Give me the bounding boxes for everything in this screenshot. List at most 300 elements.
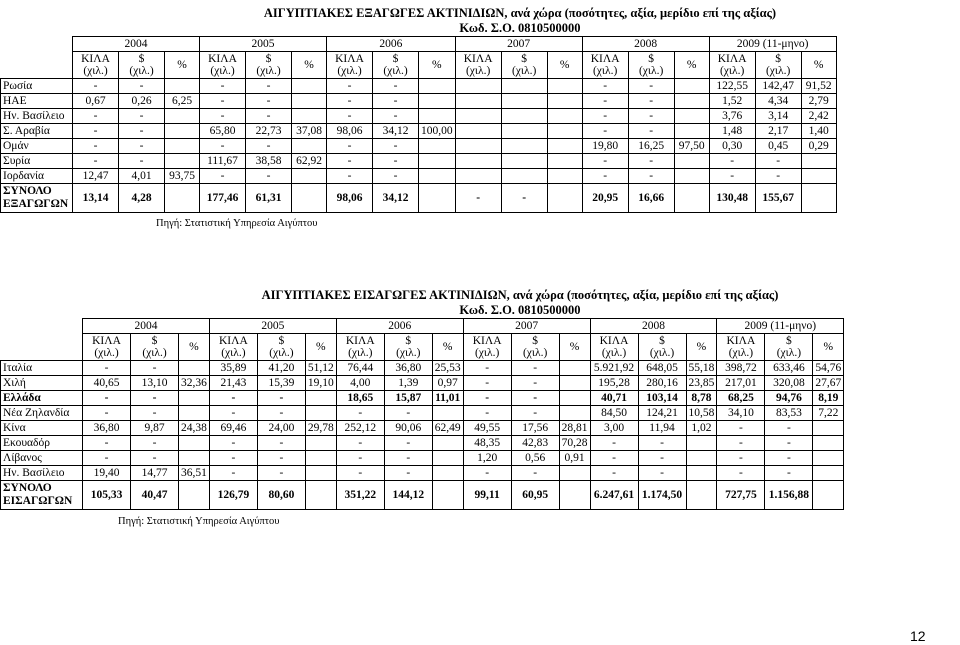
import-value-cell: 70,28	[559, 436, 590, 451]
export-table-row	[1, 169, 837, 184]
import-value-cell: 3,00	[590, 421, 638, 436]
export-header-unit-label: (χιλ.)	[765, 65, 791, 77]
export-value-cell	[419, 169, 456, 184]
export-value-cell: 91,52	[801, 79, 836, 94]
export-total-value-cell: 16,66	[628, 184, 674, 213]
export-header-unit-label: (χιλ.)	[511, 65, 537, 77]
import-value-cell: 29,78	[305, 421, 336, 436]
export-year-3: 2007	[455, 37, 582, 52]
import-value-cell: -	[511, 466, 559, 481]
export-header-pct	[674, 52, 709, 79]
import-value-cell	[432, 436, 463, 451]
export-total-value-cell: 177,46	[200, 184, 246, 213]
import-value-cell: 36,80	[384, 361, 432, 376]
export-value-cell: 142,47	[755, 79, 801, 94]
export-value-cell: -	[200, 169, 246, 184]
import-header-usd-label: $	[278, 335, 285, 347]
import-value-cell: 11,94	[638, 421, 686, 436]
import-value-cell: 41,20	[257, 361, 305, 376]
export-value-cell: -	[200, 79, 246, 94]
import-value-cell: -	[131, 451, 179, 466]
import-value-cell: 15,87	[384, 391, 432, 406]
export-header-usd-label: $	[138, 53, 145, 65]
export-header-usd	[246, 52, 292, 79]
import-year-row	[1, 319, 844, 334]
export-table-row	[1, 154, 837, 169]
export-value-cell	[292, 94, 327, 109]
export-value-cell	[674, 154, 709, 169]
export-value-cell: -	[755, 169, 801, 184]
export-value-cell	[501, 139, 547, 154]
export-value-cell	[547, 94, 582, 109]
import-total-value-cell	[813, 481, 844, 510]
import-value-cell: 36,80	[83, 421, 131, 436]
export-header-kila-label: ΚΙΛΑ	[81, 53, 110, 65]
import-header-pct	[559, 334, 590, 361]
import-value-cell: -	[765, 421, 813, 436]
import-value-cell	[305, 436, 336, 451]
export-value-cell: 3,14	[755, 109, 801, 124]
import-header-unit-label: (χιλ.)	[221, 347, 246, 359]
export-header-unit-label: (χιλ.)	[383, 65, 408, 77]
export-value-cell: -	[73, 154, 119, 169]
export-table-row	[1, 94, 837, 109]
import-value-cell: 94,76	[765, 391, 813, 406]
import-value-cell	[559, 406, 590, 421]
export-value-cell	[292, 139, 327, 154]
export-value-cell: -	[628, 124, 674, 139]
export-value-cell	[674, 94, 709, 109]
export-value-cell: -	[373, 169, 419, 184]
export-header-kila-label: ΚΙΛΑ	[590, 53, 620, 65]
import-header-pct-label: %	[442, 341, 453, 353]
export-value-cell	[165, 79, 200, 94]
export-table-wrap	[0, 36, 837, 213]
import-value-cell: -	[83, 436, 131, 451]
export-value-cell: -	[119, 124, 165, 139]
import-value-cell: 35,89	[209, 361, 257, 376]
export-total-value-cell: 4,28	[119, 184, 165, 213]
export-title: ΑΙΓΥΠΤΙΑΚΕΣ ΕΞΑΓΩΓΕΣ ΑΚΤΙΝΙΔΙΩΝ, ανά χώρα (ποσότητες, αξία, μερίδιο επί της αξίας)	[263, 6, 777, 20]
export-value-cell: -	[200, 139, 246, 154]
import-header-usd	[511, 334, 559, 361]
export-header-pct-label: %	[177, 59, 187, 71]
import-value-cell	[179, 361, 210, 376]
import-value-cell: -	[463, 406, 511, 421]
export-value-cell	[419, 154, 456, 169]
export-header-kila-label: ΚΙΛΑ	[717, 53, 747, 65]
import-value-cell: 54,76	[813, 361, 844, 376]
import-table-row	[1, 436, 844, 451]
import-value-cell: 68,25	[717, 391, 765, 406]
import-value-cell: -	[463, 466, 511, 481]
export-value-cell	[547, 169, 582, 184]
import-country-cell: Ιταλία	[1, 361, 83, 376]
export-value-cell: 62,92	[292, 154, 327, 169]
import-value-cell: -	[257, 391, 305, 406]
export-value-cell: 4,01	[119, 169, 165, 184]
export-header-kila-label: ΚΙΛΑ	[208, 53, 237, 65]
import-header-pct	[813, 334, 844, 361]
export-value-cell	[455, 169, 501, 184]
export-value-cell: 93,75	[165, 169, 200, 184]
export-value-cell: 0,45	[755, 139, 801, 154]
import-value-cell: 83,53	[765, 406, 813, 421]
import-header-unit-label: (χιλ.)	[776, 347, 802, 359]
import-value-cell: 34,10	[717, 406, 765, 421]
import-header-unit-label: (χιλ.)	[142, 347, 167, 359]
export-total-value-cell: 98,06	[327, 184, 373, 213]
export-code: Κωδ. Σ.Ο. 0810500000	[459, 21, 581, 35]
import-value-cell	[813, 421, 844, 436]
export-value-cell: -	[246, 169, 292, 184]
export-value-cell: -	[200, 109, 246, 124]
import-value-cell: 40,71	[590, 391, 638, 406]
import-value-cell: 8,19	[813, 391, 844, 406]
import-country-cell: Νέα Ζηλανδία	[1, 406, 83, 421]
export-header-kila-label: ΚΙΛΑ	[463, 53, 493, 65]
import-year-5: 2009 (11-μηνο)	[717, 319, 844, 334]
export-value-cell: 3,76	[709, 109, 755, 124]
import-value-cell: -	[257, 451, 305, 466]
export-value-cell: -	[582, 109, 628, 124]
import-value-cell: -	[209, 436, 257, 451]
import-value-cell: -	[131, 361, 179, 376]
import-value-cell: 5.921,92	[590, 361, 638, 376]
export-header-kila	[200, 52, 246, 79]
import-value-cell: 9,87	[131, 421, 179, 436]
import-total-label-line1: ΣΥΝΟΛΟ	[3, 482, 52, 494]
import-value-cell: 398,72	[717, 361, 765, 376]
import-value-cell	[686, 451, 717, 466]
import-source: Πηγή: Στατιστική Υπηρεσία Αιγύπτου	[118, 516, 280, 527]
export-header-pct	[801, 52, 836, 79]
export-value-cell: 1,40	[801, 124, 836, 139]
import-value-cell: 8,78	[686, 391, 717, 406]
export-header-pct-label: %	[686, 59, 697, 71]
page-number: 12	[910, 628, 926, 644]
export-value-cell	[501, 169, 547, 184]
export-header-pct	[292, 52, 327, 79]
export-header-usd	[628, 52, 674, 79]
import-year-4: 2008	[590, 319, 717, 334]
export-value-cell: 2,17	[755, 124, 801, 139]
import-table-row	[1, 406, 844, 421]
import-value-cell: -	[257, 466, 305, 481]
import-total-value-cell	[305, 481, 336, 510]
import-header-kila	[590, 334, 638, 361]
import-header-usd-label: $	[659, 335, 665, 347]
export-total-row	[1, 184, 837, 213]
export-total-value-cell: 34,12	[373, 184, 419, 213]
export-header-kila	[73, 52, 119, 79]
export-section	[0, 6, 960, 36]
export-value-cell: 0,67	[73, 94, 119, 109]
export-value-cell	[674, 124, 709, 139]
export-value-cell	[455, 109, 501, 124]
import-value-cell: -	[638, 436, 686, 451]
import-value-cell	[559, 361, 590, 376]
export-value-cell	[501, 94, 547, 109]
export-total-value-cell	[674, 184, 709, 213]
import-header-unit-label: (χιλ.)	[728, 347, 754, 359]
import-value-cell: 320,08	[765, 376, 813, 391]
import-value-cell	[432, 406, 463, 421]
export-value-cell	[674, 169, 709, 184]
import-total-value-cell: 1.174,50	[638, 481, 686, 510]
import-value-cell: 11,01	[432, 391, 463, 406]
export-value-cell: -	[582, 169, 628, 184]
export-value-cell: 19,80	[582, 139, 628, 154]
import-header-kila-label: ΚΙΛΑ	[472, 335, 502, 347]
import-value-cell: -	[717, 451, 765, 466]
import-value-cell	[559, 466, 590, 481]
export-value-cell: -	[628, 169, 674, 184]
export-value-cell: -	[119, 139, 165, 154]
import-value-cell: -	[638, 451, 686, 466]
import-header-usd-label: $	[786, 335, 792, 347]
export-value-cell	[455, 124, 501, 139]
import-value-cell: -	[257, 406, 305, 421]
import-value-cell: -	[717, 421, 765, 436]
export-total-value-cell: -	[455, 184, 501, 213]
export-value-cell	[165, 109, 200, 124]
export-value-cell: -	[73, 124, 119, 139]
import-header-kila-label: ΚΙΛΑ	[218, 335, 248, 347]
export-year-2: 2006	[327, 37, 456, 52]
import-value-cell: -	[209, 451, 257, 466]
import-header-unit-label: (χιλ.)	[396, 347, 421, 359]
export-value-cell	[547, 124, 582, 139]
import-value-cell	[179, 436, 210, 451]
import-value-cell: -	[209, 391, 257, 406]
import-corner-cell	[1, 319, 83, 361]
import-value-cell: -	[83, 406, 131, 421]
export-value-cell: -	[628, 94, 674, 109]
export-corner-cell	[1, 37, 73, 79]
import-value-cell: 23,85	[686, 376, 717, 391]
export-value-cell: -	[246, 109, 292, 124]
export-value-cell	[501, 154, 547, 169]
import-header-usd-label: $	[405, 335, 412, 347]
export-value-cell: -	[119, 79, 165, 94]
export-header-pct	[547, 52, 582, 79]
export-value-cell	[455, 94, 501, 109]
import-header-unit-label: (χιλ.)	[649, 347, 675, 359]
export-header-unit-label: (χιλ.)	[465, 65, 491, 77]
import-value-cell: -	[590, 436, 638, 451]
import-value-cell: -	[83, 451, 131, 466]
export-header-usd-label: $	[648, 53, 654, 65]
import-value-cell: 633,46	[765, 361, 813, 376]
export-value-cell	[501, 79, 547, 94]
import-value-cell: -	[511, 391, 559, 406]
export-value-cell: -	[628, 154, 674, 169]
import-value-cell: 19,40	[83, 466, 131, 481]
export-value-cell: -	[373, 154, 419, 169]
export-total-value-cell: -	[501, 184, 547, 213]
import-value-cell: 17,56	[511, 421, 559, 436]
import-header-row	[1, 334, 844, 361]
import-value-cell: 19,10	[305, 376, 336, 391]
import-value-cell: -	[765, 436, 813, 451]
export-value-cell: -	[200, 94, 246, 109]
export-table-row	[1, 124, 837, 139]
export-value-cell	[292, 79, 327, 94]
import-header-usd	[257, 334, 305, 361]
export-value-cell: -	[246, 94, 292, 109]
import-country-cell: Εκουαδόρ	[1, 436, 83, 451]
export-value-cell	[419, 109, 456, 124]
import-value-cell: 1,20	[463, 451, 511, 466]
export-total-label-cell	[1, 184, 73, 213]
import-value-cell: -	[384, 436, 432, 451]
import-value-cell: 1,39	[384, 376, 432, 391]
import-value-cell: -	[765, 451, 813, 466]
import-value-cell: -	[590, 451, 638, 466]
import-header-kila	[463, 334, 511, 361]
export-header-unit-label: (χιλ.)	[337, 65, 362, 77]
import-total-row	[1, 481, 844, 510]
import-value-cell: 280,16	[638, 376, 686, 391]
import-total-label-cell	[1, 481, 83, 510]
import-year-2: 2006	[336, 319, 463, 334]
import-total-value-cell	[179, 481, 210, 510]
import-header-kila-label: ΚΙΛΑ	[92, 335, 121, 347]
export-value-cell: -	[246, 79, 292, 94]
export-value-cell	[547, 154, 582, 169]
import-year-0: 2004	[83, 319, 210, 334]
export-value-cell	[801, 154, 836, 169]
export-year-0: 2004	[73, 37, 200, 52]
export-value-cell: -	[582, 154, 628, 169]
import-total-value-cell: 99,11	[463, 481, 511, 510]
import-value-cell: -	[336, 436, 384, 451]
export-header-usd	[119, 52, 165, 79]
import-value-cell	[559, 391, 590, 406]
import-total-value-cell: 144,12	[384, 481, 432, 510]
export-value-cell: 38,58	[246, 154, 292, 169]
import-total-value-cell	[559, 481, 590, 510]
import-header-kila-label: ΚΙΛΑ	[726, 335, 756, 347]
import-header-usd	[765, 334, 813, 361]
export-value-cell: -	[327, 139, 373, 154]
export-year-row	[1, 37, 837, 52]
export-value-cell: 111,67	[200, 154, 246, 169]
export-total-value-cell: 20,95	[582, 184, 628, 213]
export-value-cell: -	[373, 109, 419, 124]
export-value-cell: 1,52	[709, 94, 755, 109]
export-value-cell: -	[119, 109, 165, 124]
export-value-cell: 97,50	[674, 139, 709, 154]
export-table-row	[1, 79, 837, 94]
export-header-pct-label: %	[813, 59, 824, 71]
import-table-row	[1, 391, 844, 406]
export-year-5: 2009 (11-μηνο)	[709, 37, 836, 52]
export-value-cell: -	[582, 94, 628, 109]
import-value-cell	[686, 466, 717, 481]
export-value-cell	[455, 154, 501, 169]
import-header-kila-label: ΚΙΛΑ	[599, 335, 629, 347]
export-table-row	[1, 109, 837, 124]
import-header-pct	[686, 334, 717, 361]
export-value-cell: 0,26	[119, 94, 165, 109]
import-value-cell: 84,50	[590, 406, 638, 421]
export-value-cell	[292, 109, 327, 124]
export-value-cell	[547, 109, 582, 124]
import-value-cell: 36,51	[179, 466, 210, 481]
export-header-row	[1, 52, 837, 79]
import-total-value-cell: 60,95	[511, 481, 559, 510]
export-value-cell: -	[327, 169, 373, 184]
import-total-value-cell: 105,33	[83, 481, 131, 510]
import-table	[0, 318, 844, 510]
export-total-value-cell	[801, 184, 836, 213]
import-total-value-cell: 727,75	[717, 481, 765, 510]
import-value-cell	[813, 436, 844, 451]
export-value-cell	[501, 109, 547, 124]
export-value-cell: 2,79	[801, 94, 836, 109]
export-value-cell: -	[327, 94, 373, 109]
import-total-value-cell: 80,60	[257, 481, 305, 510]
import-value-cell	[813, 466, 844, 481]
import-value-cell: 69,46	[209, 421, 257, 436]
import-value-cell	[432, 451, 463, 466]
import-value-cell: -	[209, 466, 257, 481]
export-value-cell: -	[246, 139, 292, 154]
import-title: ΑΙΓΥΠΤΙΑΚΕΣ ΕΙΣΑΓΩΓΕΣ ΑΚΤΙΝΙΔΙΩΝ, ανά χώρα (ποσότητες, αξία, μερίδιο επί της αξίας)	[261, 288, 779, 302]
import-value-cell: 14,77	[131, 466, 179, 481]
import-value-cell	[179, 391, 210, 406]
export-total-value-cell	[547, 184, 582, 213]
import-header-kila	[336, 334, 384, 361]
import-header-unit-label: (χιλ.)	[601, 347, 627, 359]
export-header-kila	[582, 52, 628, 79]
import-value-cell: -	[83, 391, 131, 406]
export-value-cell: 34,12	[373, 124, 419, 139]
export-header-usd-label: $	[265, 53, 272, 65]
export-value-cell: 98,06	[327, 124, 373, 139]
export-total-label-line1: ΣΥΝΟΛΟ	[3, 185, 52, 197]
export-header-usd	[501, 52, 547, 79]
import-value-cell: 49,55	[463, 421, 511, 436]
import-header-unit-label: (χιλ.)	[474, 347, 500, 359]
export-total-value-cell: 61,31	[246, 184, 292, 213]
import-value-cell: 24,00	[257, 421, 305, 436]
import-value-cell: -	[765, 466, 813, 481]
import-value-cell: 124,21	[638, 406, 686, 421]
export-value-cell	[674, 79, 709, 94]
export-table-row	[1, 139, 837, 154]
import-table-row	[1, 361, 844, 376]
export-country-cell: Σ. Αραβία	[1, 124, 73, 139]
export-value-cell: -	[373, 79, 419, 94]
import-header-usd	[384, 334, 432, 361]
import-table-row	[1, 451, 844, 466]
export-value-cell: 4,34	[755, 94, 801, 109]
export-table	[0, 36, 837, 213]
import-total-value-cell: 126,79	[209, 481, 257, 510]
import-table-wrap	[0, 318, 844, 510]
import-value-cell	[179, 406, 210, 421]
export-country-cell: ΗΑΕ	[1, 94, 73, 109]
import-header-unit-label: (χιλ.)	[348, 347, 373, 359]
export-value-cell	[165, 139, 200, 154]
export-total-value-cell: 13,14	[73, 184, 119, 213]
import-header-pct-label: %	[569, 341, 580, 353]
import-value-cell: 7,22	[813, 406, 844, 421]
import-header-unit-label: (χιλ.)	[94, 347, 119, 359]
